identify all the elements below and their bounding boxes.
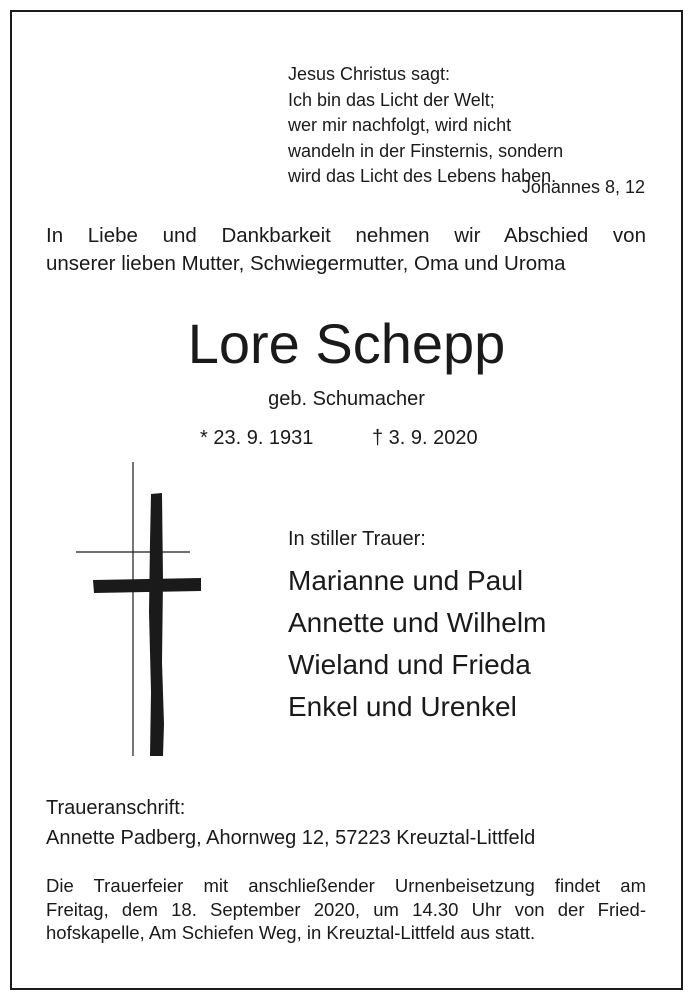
- verse-line: Jesus Christus sagt:: [288, 64, 451, 84]
- deceased-name: Lore Schepp: [187, 312, 506, 375]
- mourner-name: Wieland und Frieda: [288, 649, 531, 680]
- ceremony-line: hofskapelle, Am Schiefen Weg, in Kreuztal-Littfeld aus statt.: [46, 922, 536, 943]
- verse-line: Ich bin das Licht der Welt;: [288, 89, 495, 110]
- address-text: Annette Padberg, Ahornweg 12, 57223 Kreuztal-Littfeld: [46, 827, 536, 849]
- intro-line: unserer lieben Mutter, Schwiegermutter, Oma und Uroma: [46, 252, 566, 275]
- mourners-heading: In stiller Trauer:: [288, 528, 426, 550]
- verse-line: wandeln in der Finsternis, sondern: [288, 140, 564, 161]
- bible-verse: [288, 62, 563, 190]
- mourner-name: Annette und Wilhelm: [288, 607, 547, 638]
- mourners-list: [288, 560, 546, 728]
- birth-date: * 23. 9. 1931: [200, 427, 314, 449]
- intro-text: [46, 222, 646, 278]
- ceremony-line: Freitag, dem 18. September 2020, um 14.30 Uhr von der Fried-: [46, 898, 646, 920]
- address-label: Traueranschrift:: [46, 797, 186, 819]
- verse-line: wird das Licht des Lebens haben.: [288, 166, 557, 186]
- ceremony-text: [46, 874, 646, 945]
- verse-line: wer mir nachfolgt, wird nicht: [288, 115, 512, 135]
- intro-line: In Liebe und Dankbarkeit nehmen wir Abschied von: [46, 224, 646, 247]
- cross-icon: [76, 462, 206, 758]
- maiden-name: geb. Schumacher: [268, 388, 425, 410]
- death-date: † 3. 9. 2020: [372, 427, 478, 449]
- mourner-name: Marianne und Paul: [288, 565, 524, 596]
- ceremony-line: Die Trauerfeier mit anschließender Urnenbeisetzung findet am: [46, 875, 646, 896]
- mourner-name: Enkel und Urenkel: [288, 691, 517, 722]
- verse-reference: Johannes 8, 12: [521, 177, 645, 197]
